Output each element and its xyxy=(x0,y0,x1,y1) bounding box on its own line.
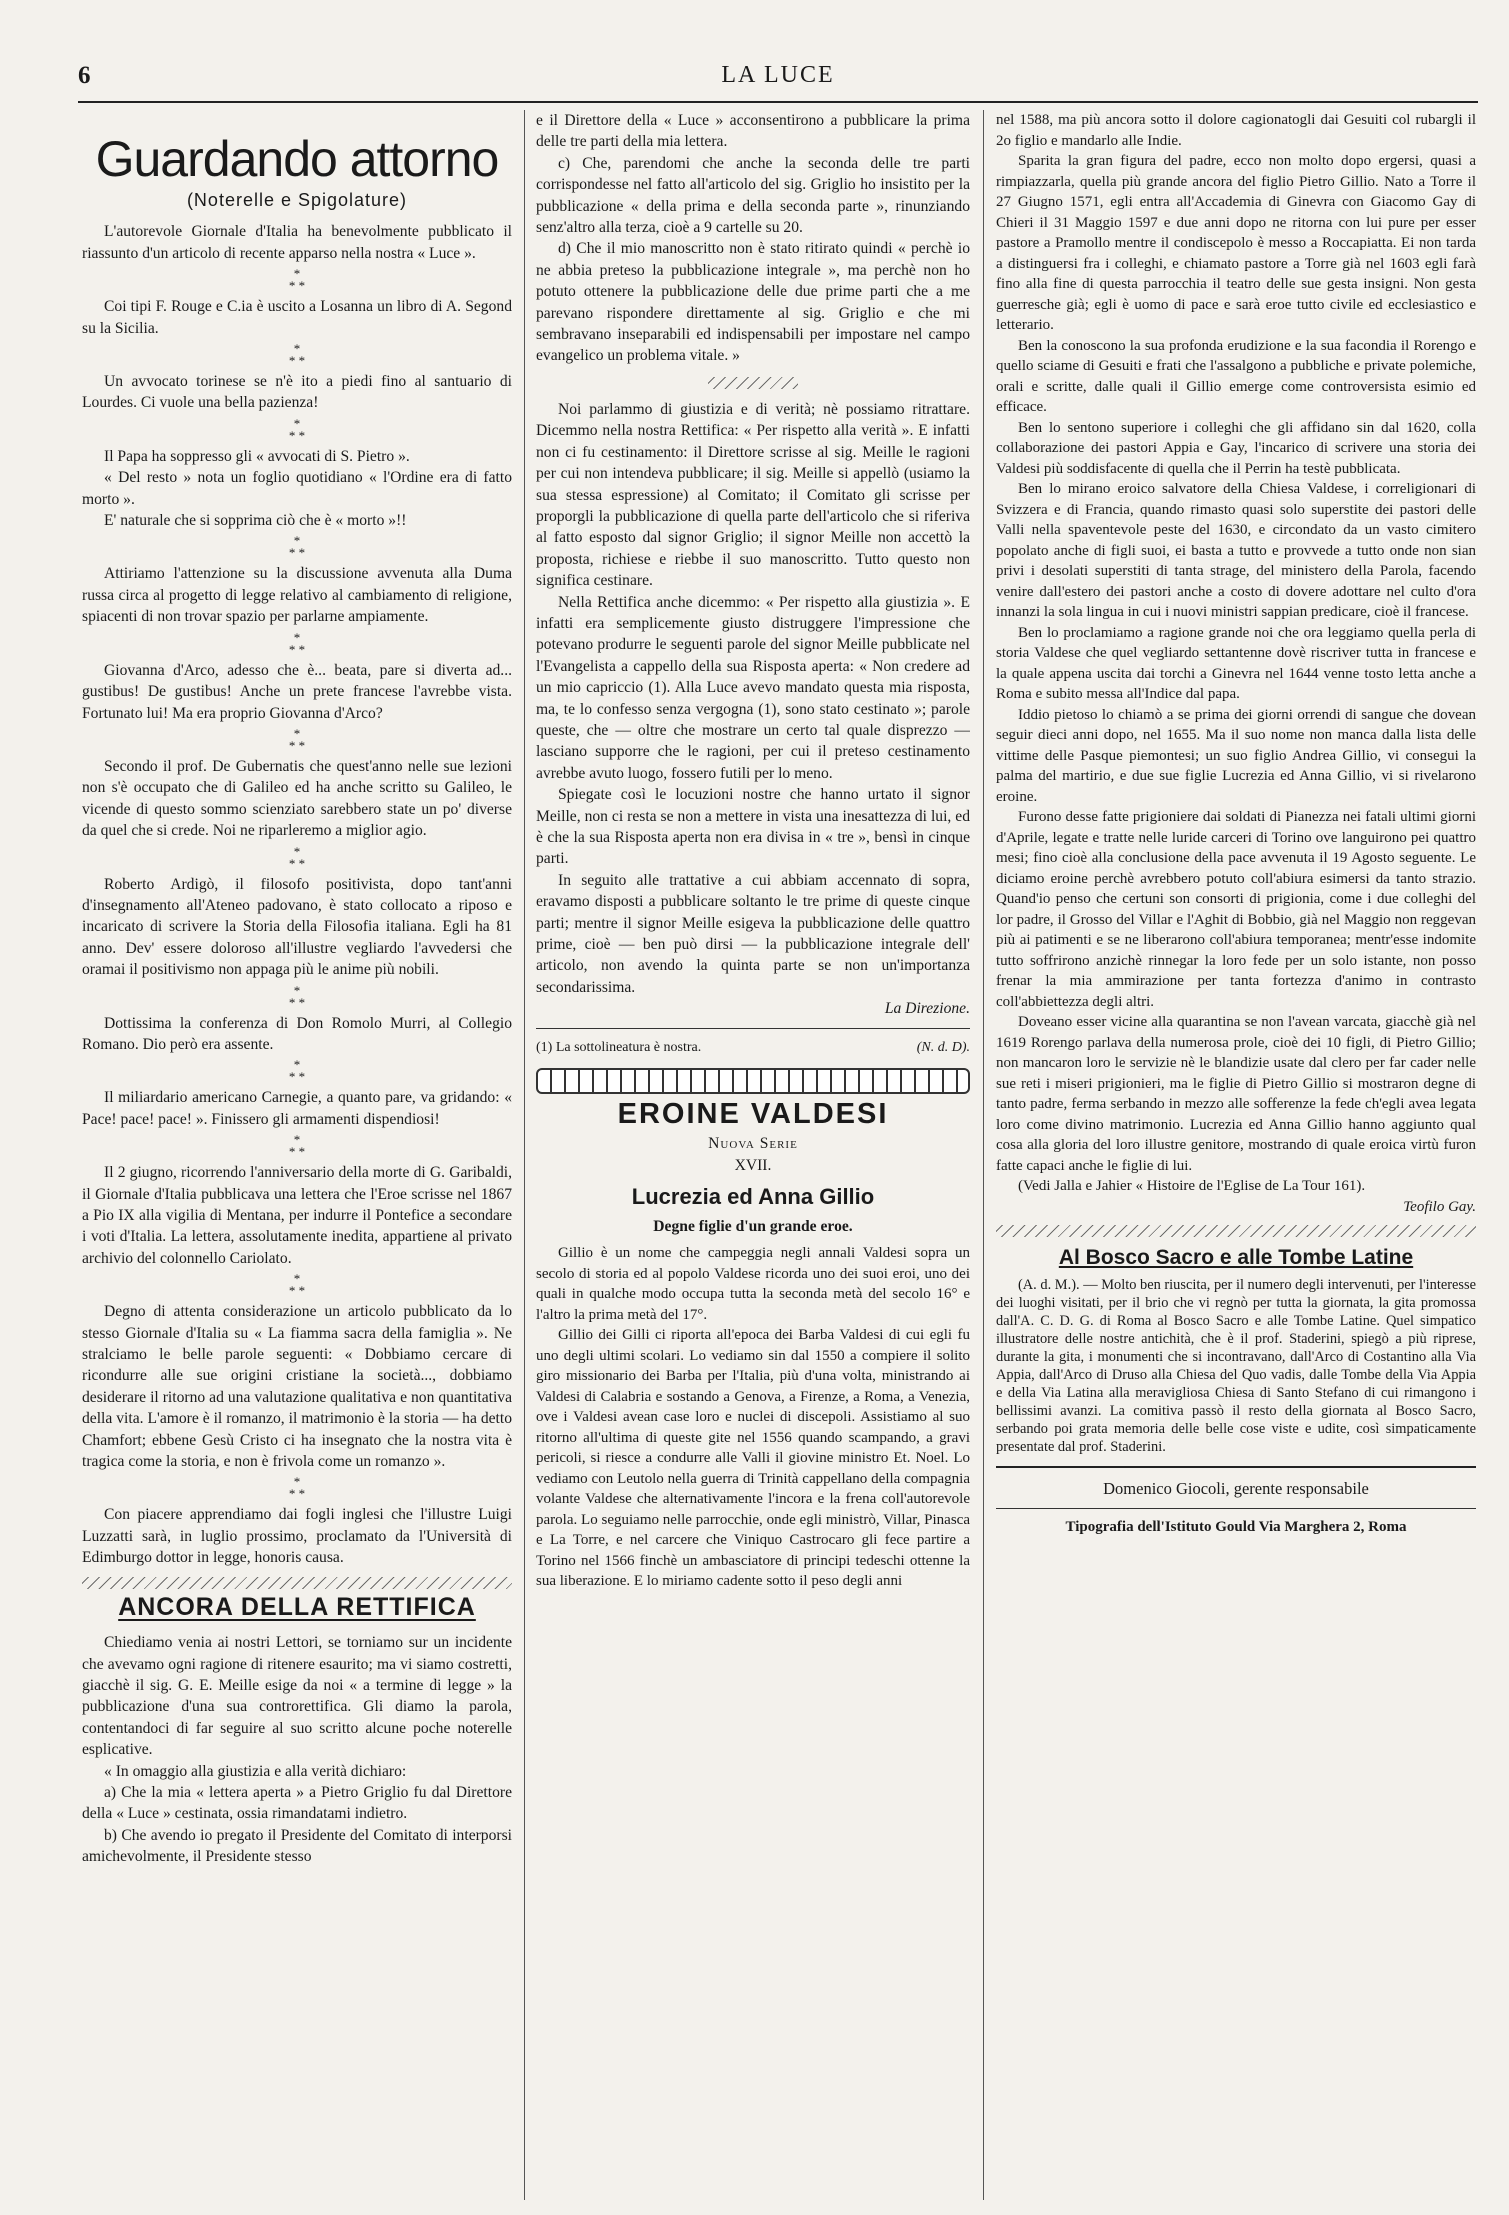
page-number: 6 xyxy=(78,62,91,89)
article-title: Guardando attorno xyxy=(95,131,499,187)
signature: La Direzione. xyxy=(884,1000,970,1018)
asterism: * * * xyxy=(288,1474,306,1502)
paragraph: d) Che il mio manoscritto non è stato ritirato quindi « perchè io ne abbia preteso la pubblicazione integrale », ma perchè non ho potuto ottenere la pubblicazione delle due prime parti che a me parevano rispondere direttamente al sig. Griglio e che mi sembravano inseparabili ed indispensabili per impostare nel campo evangelico un problema vitale. » xyxy=(536,240,970,365)
ornamental-border xyxy=(536,1068,970,1094)
printer-imprint: Tipografia dell'Istituto Gould Via Marghera 2, Roma xyxy=(1065,1518,1407,1535)
asterism: * * * xyxy=(288,982,306,1010)
paragraph: Sparita la gran figura del padre, ecco non molto dopo ergersi, quasi a rimpiazzarla, quella più grande ancora del figlio Pietro Gillio. Nato a Torre il 27 Giugno 1571, egli entra all'Accademia di Ginevra con Giacomo Gay di Chieri il 31 Maggio 1597 e due anni dopo ne ritorna con lui pure per esser pastore a Pramollo mentre il condiscepolo è messo a Roccapiatta. Ei non tarda a distinguersi fra i colleghi, e chiamato pastore a Torre già nel 1603 egli farà fino alla fine di questa parrocchia il teatro delle sue gesta insigni. Non gesta guerresche già; egli è uomo di pace e sarà eroe tutto civile ed ecclesiastico e letterario. xyxy=(996,153,1476,333)
asterism: * * * xyxy=(288,1057,306,1085)
masthead: LA LUCE xyxy=(721,62,835,88)
paragraph: Iddio pietoso lo chiamò a se prima dei giorni orrendi di sangue che dovean seguir dieci anni dopo, nel 1655. Ma il suo nome non manca dalla lista delle vittime delle Pasque piemontesi; un suo figlio Andrea Gillio, vi consegui la palma del martirio, e due sue figlie Lucrezia ed Anna Gillio, vi si rivelarono eroine. xyxy=(996,706,1476,805)
gerente-line: Domenico Giocoli, gerente responsabile xyxy=(1103,1479,1369,1499)
rule xyxy=(996,1466,1476,1468)
footnote xyxy=(536,1037,970,1058)
footnote-text: (1) La sottolineatura è nostra. xyxy=(536,1039,702,1055)
section-heading: EROINE VALDESI xyxy=(617,1098,889,1131)
section-heading: Al Bosco Sacro e alle Tombe Latine xyxy=(1058,1246,1414,1269)
asterism: * * * xyxy=(288,533,306,561)
paragraph: b) Che avendo io pregato il Presidente del Comitato di interporsi amichevolmente, il Presidente stesso xyxy=(82,1826,512,1866)
paragraph: Dottissima la conferenza di Don Romolo Murri, al Collegio Romano. Dio però era assente. xyxy=(82,1014,512,1053)
paragraph: « In omaggio alla giustizia e alla verità dichiaro: xyxy=(104,1762,407,1780)
paragraph: Il Papa ha soppresso gli « avvocati di S. Pietro ». xyxy=(104,447,410,465)
paragraph: Chiediamo venia ai nostri Lettori, se torniamo sur un incidente che avevamo ogni ragione di ritenere esaurito; ma vi siamo costretti, giacchè il sig. G. E. Meille esige da noi « a termine di legge » la pubblicazione d'una sua controrettifica. Gli diamo la parola, contentandoci di far seguire al suo scritto alcune poche noterelle esplicative. xyxy=(82,1634,512,1759)
asterism: * * * xyxy=(288,629,306,657)
rule xyxy=(996,1508,1476,1509)
asterism: * * * xyxy=(288,1271,306,1299)
ornamental-rule xyxy=(708,377,798,389)
page-header xyxy=(78,62,1478,102)
paragraph: Noi parlammo di giustizia e di verità; nè possiamo ritrattare. Dicemmo nella nostra Rettifica: « Per rispetto alla verità ». E infatti non ci fu cestinamento: il Direttore scrisse al sig. Meille le ragioni per cui non intendeva pubblicare; il sig. Meille si appellò (usiamo la sua stessa espressione) al Comitato; il Comitato gli scrisse per proporgli la pubblicazione di quella parte dell'articolo che si riferiva al fatto esposto dal signor Griglio; il signor Meille non accettò la proposta, richiese e riebbe il suo manoscritto. Tutto questo non significa cestinare. xyxy=(536,400,970,590)
series-number: XVII. xyxy=(734,1156,772,1174)
asterism: * * * xyxy=(288,415,306,443)
paragraph: Secondo il prof. De Gubernatis che quest'anno nelle sue lezioni non s'è occupato che di Galileo ed ha anche scritto su Galileo, le vicende di questo sommo scienziato sarebbero state un po' diverse da quel che si crede. Noi ne riparleremo a miglior agio. xyxy=(82,757,512,840)
asterism: * * * xyxy=(288,1132,306,1160)
paragraph: Ben lo proclamiamo a ragione grande noi che ora leggiamo quella perla di storia Valdese che quel vegliardo settantenne dovè riscriver tutta in francese e la quale appena uscita dai torchi a Ginevra nel 1644 venne tosto letta anche a Roma e subito messa all'Indice dal papa. xyxy=(996,624,1476,702)
paragraph: « Del resto » nota un foglio quotidiano « l'Ordine era di fatto morto ». xyxy=(82,469,512,508)
paragraph: Con piacere apprendiamo dai fogli inglesi che l'illustre Luigi Luzzatti sarà, in luglio prossimo, proclamato da l'Università di Edimburgo dottor in legge, honoris causa. xyxy=(82,1506,512,1567)
paragraph: Giovanna d'Arco, adesso che è... beata, pare si diverta ad... gustibus! De gustibus! Anche un prete francese l'avrebbe vista. Fortunato lui! Ma era proprio Giovanna d'Arco? xyxy=(82,661,512,722)
column-divider xyxy=(983,110,984,2200)
section-heading: ANCORA DELLA RETTIFICA xyxy=(118,1592,476,1621)
column-divider xyxy=(524,110,525,2200)
signature: Teofilo Gay. xyxy=(1403,1198,1476,1215)
paragraph: Il miliardario americano Carnegie, a quanto pare, va gridando: « Pace! pace! pace! ». Finissero gli armamenti dispendiosi! xyxy=(82,1089,512,1128)
paragraph: Nella Rettifica anche dicemmo: « Per rispetto alla giustizia ». E infatti era semplicemente giusto distruggere l'impressione che potevano produrre le seguenti parole del signor Meille pubblicate nel l'Evangelista a cappello della sua Risposta aperta: « Non credere ad un mio capriccio (1). Alla Luce avevo mandato questa mia risposta, ma, te lo confesso senza vergogna (1), sono stato cestinato »; parole queste, che — oltre che mostrare un certo tal quale disprezzo — lasciano supporre che le ragioni, per cui il preteso cestinamento avrebbe avuto luogo, fossero futili per lo meno. xyxy=(536,593,970,782)
paragraph: L'autorevole Giornale d'Italia ha benevolmente pubblicato il riassunto d'un articolo di recente apparso nella nostra « Luce ». xyxy=(82,223,512,262)
paragraph: Spiegate così le locuzioni nostre che hanno urtato il signor Meille, non ci resta se non a mettere in vista una inesattezza di lui, ed è che la sua Risposta aperta non era divisa in « tre », bensì in cinque parti. xyxy=(536,786,970,868)
paragraph: Ben lo sentono superiore i colleghi che gli affidano sin dal 1620, colla collaborazione dei pastori Appia e Gay, l'incarico di scrivere una storia dei Valdesi più soddisfacente di quella che il Perrin ha testè pubblicata. xyxy=(996,419,1476,477)
paragraph: Gillio dei Gilli ci riporta all'epoca dei Barba Valdesi di cui egli fu uno degli ultimi scolari. Lo vediamo sin dal 1550 a compiere il solito giro missionario dei Barba per l'Italia, più d'una volta, ministrando ai Valdesi di Calabria e sostando a Genova, a Firenze, a Roma, a Venezia, ove i Valdesi avean case loro e nuclei di discepoli. Assistiamo al suo ritorno all'ultima di queste gite nel 1556 quando scampando, a gravi pericoli, si riesce a condurre alle Valli il giovine ministro Et. Noel. Lo vediamo con Leutolo nella guerra di Trinità cappellano della compagnia volante Valdese che alternativamente l'incora e la frena coll'autorevole parola. Lo seguiamo nelle parrocchie, onde egli ministrò, Villar, Pinasca e La Torre, e nel carcere che Viniquo Castrocaro gli fece partire a Torino nel 1566 finchè un ambasciatore di principi tedeschi ottenne la sua liberazione. E lo miriamo cadente sotto il peso degli anni xyxy=(536,1327,970,1590)
paragraph: Il 2 giugno, ricorrendo l'anniversario della morte di G. Garibaldi, il Giornale d'Italia pubblicava una lettera che l'Eroe scrisse nel 1867 a Pio IX alla vigilia di Mentana, per indurre il Pontefice a secondare i voti d'Italia. La lettera, assolutamente inedita, appartiene al privato archivio del colonnello Cariolato. xyxy=(82,1164,512,1267)
paragraph: Ben lo mirano eroico salvatore della Chiesa Valdese, i correligionari di Svizzera e di Francia, quando rimasto quasi solo superstite dei pastori delle Valli nella spaventevole peste del 1630, e circondato da un vasto cimitero popolato anche di figli suoi, ei basta a tutto e provvede a tutto onde non sian privi i desolati superstiti di tanta strage, del ministero della Parola, facendo venire dall'estero dei pastori anche a costo di dovere adottare nel culto d'ora innanzi la sola lingua in cui i nuovi ministri sappian predicare, cioè il francese. xyxy=(996,481,1476,620)
ornamental-rule xyxy=(82,1577,512,1589)
paragraph: (A. d. M.). — Molto ben riuscita, per il numero degli intervenuti, per l'interesse dei luoghi visitati, per il brio che vi regnò per tutta la giornata, la gita promossa dall'A. C. D. G. di Roma al Bosco Sacro e alle Tombe Latine. Quel simpatico illustratore delle nostre antichità, che è il prof. Staderini, spiegò a più riprese, durante la gita, i monumenti che si incontravano, dall'Arco di Costantino alla Via Appia, dall'Arco di Druso alla Chiesa del Quo vadis, dalle Tombe della Via Appia e della Via Latina alla meravigliosa Chiesa di Santo Stefano di cui rimangono i bellissimi avanzi. La comitiva passò il resto della giornata al Bosco Sacro, serbando poi grata memoria delle belle cose viste e udite, così simpaticamente presentate dal prof. Staderini. xyxy=(996,1277,1476,1456)
paragraph: In seguito alle trattative a cui abbiam accennato di sopra, eravamo disposti a pubblicare soltanto le tre prime di queste cinque parti; mentre il signor Meille esigeva la pubblicazione delle quattro prime, cioè — ben può dirsi — la pubblicazione integrale dell' articolo, non avendo la quinta parte se non un'importanza secondarissima. xyxy=(536,871,970,996)
column-1 xyxy=(82,110,512,2195)
paragraph: Ben la conoscono la sua profonda erudizione e la sua facondia il Rorengo e quello sciame di Gesuiti e frati che l'assalgono a pubbliche e private polemiche, orali e scritte, dalle quali il Gillio emerge come controversista esimio ed efficace. xyxy=(996,337,1476,415)
paragraph: nel 1588, ma più ancora sotto il dolore cagionatogli dai Gesuiti col rubargli il 2o figlio e mandarlo alle Indie. xyxy=(996,112,1476,149)
column-3 xyxy=(996,110,1476,2195)
asterism: * * * xyxy=(288,843,306,871)
paragraph: c) Che, parendomi che anche la seconda delle tre parti corrispondesse nel fatto all'articolo del sig. Griglio ho insistito per la pubblicazione « della prima e della seconda parte », rinunziando senz'altro alla terza, cioè a 9 cartelle su 20. xyxy=(536,154,970,237)
asterism: * * * xyxy=(288,341,306,369)
footnote-signature: (N. d. D). xyxy=(916,1039,970,1055)
header-rule xyxy=(78,101,1478,103)
paragraph: e il Direttore della « Luce » acconsentirono a pubblicare la prima delle tre parti della mia lettera. xyxy=(536,112,970,151)
column-2 xyxy=(536,110,970,2195)
paragraph: Roberto Ardigò, il filosofo positivista, dopo tant'anni d'insegnamento all'Ateneo padovano, è stato collocato a riposo e incaricato di scrivere la Storia della Filosofia italiana. Egli ha 81 anno. Dev' essere doloroso all'illustre vegliardo l'avvedersi che oramai il positivismo non appaga più le anime più nobili. xyxy=(82,875,512,979)
paragraph: Gillio è un nome che campeggia negli annali Valdesi sopra un secolo di storia ed al popolo Valdese ricorda uno dei suoi eroi, uno dei quali in qualche modo occupa tutta la seconda metà del secolo 16° e l'altro la prima metà del 17°. xyxy=(536,1245,970,1323)
series-label: Nuova Serie xyxy=(708,1135,798,1153)
asterism: * * * xyxy=(288,266,306,294)
paragraph: Attiriamo l'attenzione su la discussione avvenuta alla Duma russa circa al progetto di legge relativo al cambiamento di religione, spiacenti di non trovar spazio per parlarne ampiamente. xyxy=(82,565,512,626)
asterism: * * * xyxy=(288,725,306,753)
article-heading: Lucrezia ed Anna Gillio xyxy=(631,1184,875,1210)
article-subtitle: (Noterelle e Spigolature) xyxy=(186,190,408,210)
paragraph: a) Che la mia « lettera aperta » a Pietro Griglio fu dal Direttore della « Luce » cestinata, ossia rimandatami indietro. xyxy=(82,1783,512,1823)
paragraph: Doveano esser vicine alla quarantina se non l'avean varcata, giacchè già nel 1619 Rorengo parlava della numerosa prole, cioè dei 10 figli, di Pietro Gillio; non mancaron loro le servizie nè le blandizie usate dal clero per far cader nelle sue reti i miseri prigionieri, ma le figlie di Pietro Gillio si mostraron degne di tanto padre, ferma serbando in mezzo alle sofferenze la fede ch'egli avea legata loro come divino matrimonio. Lucrezia ed Anna Gillio hanno aggiunto qual cosa alla gloria del loro illustre genitore, mostrando di quale eroica virtù furon fatte capaci anche le figlie di lui. xyxy=(996,1014,1476,1174)
paragraph: Un avvocato torinese se n'è ito a piedi fino al santuario di Lourdes. Ci vuole una bella pazienza! xyxy=(82,373,512,412)
paragraph: Furono desse fatte prigioniere dai soldati di Pianezza nei fatali ultimi giorni d'Aprile, legate e tratte nelle luride carceri di Torino ove languirono pei quattro mesi; fino cioè alla conclusione della pace avvenuta il 19 Agosto seguente. Le diciamo eroine perchè avrebbero potuto coll'abiura esimersi da tanto strazio. Quand'io penso che certuni son consorti di prigionia, come i due colleghi del lor padre, il Grosso del Villar e l'Aghit di Bobbio, già nel Maggio non reggevan più ai patimenti e se ne liberarono coll'abiura temporanea; mentr'esse indomite tutto soffrirono anzichè rinnegar la loro fede per un solo istante, non posso frenar la mia ammirazione per tanta fortezza d'animo in contrasto coll'abbiettezza degli altri. xyxy=(996,809,1476,1010)
footnote-rule xyxy=(536,1028,970,1029)
paragraph: Coi tipi F. Rouge e C.ia è uscito a Losanna un libro di A. Segond su la Sicilia. xyxy=(82,298,512,337)
paragraph: E' naturale che si sopprima ciò che è « morto »!! xyxy=(104,512,407,530)
paragraph: (Vedi Jalla e Jahier « Histoire de l'Eglise de La Tour 161). xyxy=(1018,1178,1366,1194)
article-tagline: Degne figlie d'un grande eroe. xyxy=(653,1217,853,1235)
paragraph: Degno di attenta considerazione un articolo pubblicato da lo stesso Giornale d'Italia su « La fiamma sacra della famiglia ». Ne stralciamo le belle parole seguenti: « Dobbiamo cercare di ricondurre alle sue origini cristiane la società..., dobbiamo desiderare il ritorno ad una valutazione qualitativa e non quantitativa della vita. L'amore è il romanzo, il matrimonio è la storia — ha detto Chamfort; ebbene Gesù Cristo ci ha insegnato che la nostra vita è tragica come la storia, e non è frivola come un romanzo ». xyxy=(82,1303,512,1471)
ornamental-rule xyxy=(996,1225,1476,1237)
